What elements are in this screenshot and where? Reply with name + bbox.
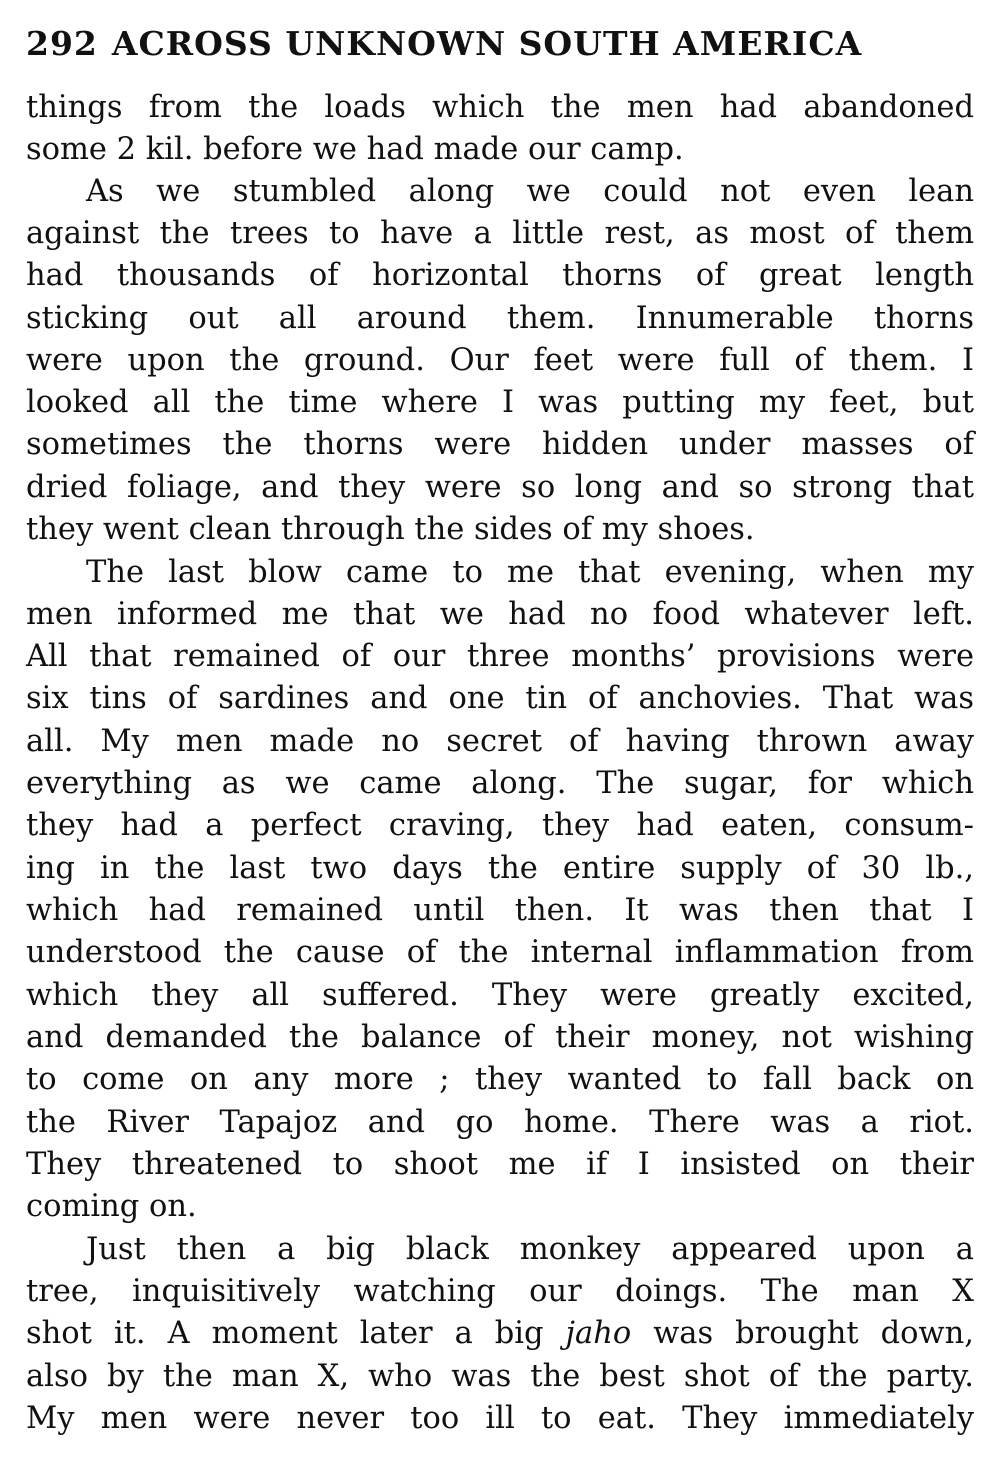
text-line: they had a perfect craving, they had eaten, consum- bbox=[26, 808, 974, 843]
text-line: They threatened to shoot me if I insisted on their bbox=[26, 1147, 974, 1182]
text-line: The last blow came to me that evening, when my bbox=[86, 555, 974, 590]
text-line: which had remained until then. It was then that I bbox=[26, 893, 974, 928]
running-title: ACROSS UNKNOWN SOUTH AMERICA bbox=[111, 24, 863, 63]
text-line: Just then a big black monkey appeared upon a bbox=[86, 1232, 974, 1267]
text-line: had thousands of horizontal thorns of great length bbox=[26, 258, 974, 293]
text-line: looked all the time where I was putting my feet, but bbox=[26, 385, 974, 420]
text-line: dried foliage, and they were so long and so strong that bbox=[26, 470, 974, 505]
text-line: sticking out all around them. Innumerable thorns bbox=[26, 301, 974, 336]
text-line: understood the cause of the internal inflammation from bbox=[26, 935, 974, 970]
text-line: and demanded the balance of their money, not wishing bbox=[26, 1020, 974, 1055]
text-line: to come on any more ; they wanted to fall back on bbox=[26, 1062, 974, 1097]
page-number: 292 bbox=[26, 24, 98, 63]
text-line: all. My men made no secret of having thrown away bbox=[26, 724, 974, 759]
text-line: six tins of sardines and one tin of anchovies. That was bbox=[26, 681, 974, 716]
text-line: which they all suffered. They were greatly excited, bbox=[26, 978, 974, 1013]
text-line: As we stumbled along we could not even lean bbox=[86, 174, 974, 209]
text-line: were upon the ground. Our feet were full of them. I bbox=[26, 343, 974, 378]
running-header bbox=[26, 24, 862, 63]
text-line: they went clean through the sides of my shoes. bbox=[26, 512, 755, 547]
text-line: also by the man X, who was the best shot of the party. bbox=[26, 1359, 974, 1394]
text-line: ing in the last two days the entire supply of 30 lb., bbox=[26, 851, 974, 886]
italic-word: jaho bbox=[565, 1316, 632, 1351]
text-line: against the trees to have a little rest, as most of them bbox=[26, 216, 974, 251]
text-line: everything as we came along. The sugar, for which bbox=[26, 766, 974, 801]
text-line: All that remained of our three months’ provisions were bbox=[26, 639, 974, 674]
text-line: tree, inquisitively watching our doings. The man X bbox=[26, 1274, 974, 1309]
text-line: sometimes the thorns were hidden under masses of bbox=[26, 427, 974, 462]
text-line: coming on. bbox=[26, 1189, 197, 1224]
text-line: men informed me that we had no food whatever left. bbox=[26, 597, 974, 632]
text-line: shot it. A moment later a big jaho was brought down, bbox=[26, 1316, 974, 1351]
text-line: things from the loads which the men had abandoned bbox=[26, 90, 974, 125]
text-line: the River Tapajoz and go home. There was a riot. bbox=[26, 1105, 974, 1140]
text-line: My men were never too ill to eat. They immediately bbox=[26, 1401, 974, 1436]
text-line: some 2 kil. before we had made our camp. bbox=[26, 132, 684, 167]
